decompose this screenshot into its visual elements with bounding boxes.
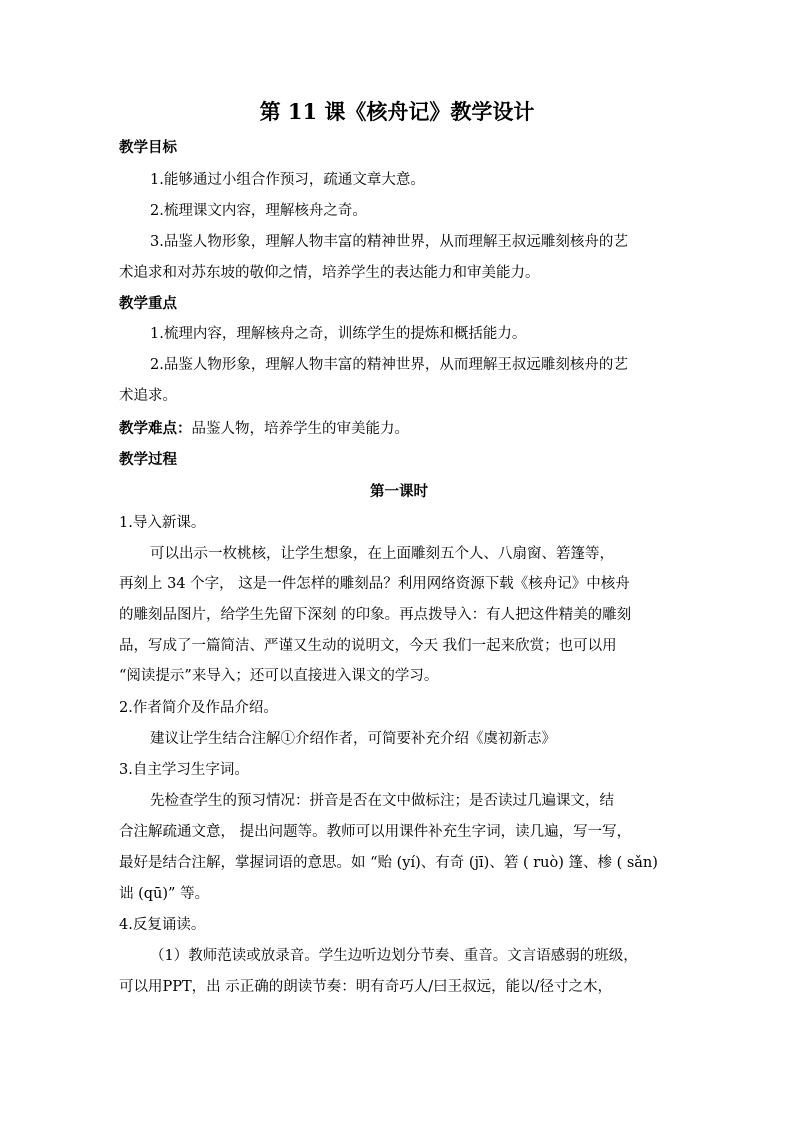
lesson-title: 第一课时 — [370, 483, 428, 500]
document-title: 第 11 课《核舟记》教学设计 — [259, 99, 535, 124]
section-paragraph-line: （1）教师范读或放录音。学生边听边划分节奏、重音。文言语感弱的班级， — [150, 948, 638, 964]
difficulty-text: 品鉴人物，培养学生的审美能力。 — [191, 421, 409, 437]
objective-item: 3.品鉴人物形象，理解人物丰富的精神世界，从而理解王叔远雕刻核舟的艺 — [150, 234, 628, 250]
section-paragraph-line: 建议让学生结合注解①介绍作者，可简要补充介绍《虞初新志》 — [150, 731, 556, 747]
section-paragraph-line: 合注解疏通文意， 提出问题等。教师可以用课件补充生字词，读几遍，写一写， — [119, 824, 632, 840]
objective-item: 2.梳理课文内容，理解核舟之奇。 — [150, 203, 367, 219]
section-paragraph-line: 可以出示一枚桃核，让学生想象，在上面雕刻五个人、八扇窗、箬篷等， — [150, 546, 614, 562]
difficulty-line — [119, 419, 679, 439]
objective-item: 1.能够通过小组合作预习，疏通文章大意。 — [150, 172, 425, 188]
section-heading: 2.作者简介及作品介绍。 — [119, 700, 278, 716]
section-paragraph-line: 再刻上 34 个字， 这是一件怎样的雕刻品？利用网络资源下载《核舟记》中核舟 — [119, 576, 630, 592]
key-point-item: 1.梳理内容，理解核舟之奇，训练学生的提炼和概括能力。 — [150, 326, 527, 342]
key-point-item: 2.品鉴人物形象，理解人物丰富的精神世界，从而理解王叔远雕刻核舟的艺 — [150, 357, 628, 373]
section-paragraph-line: 的雕刻品图片，给学生先留下深刻 的印象。再点拨导入：有人把这件精美的雕刻 — [119, 607, 632, 623]
section-heading: 4.反复诵读。 — [119, 917, 206, 933]
objectives-heading: 教学目标 — [119, 139, 177, 156]
objective-item-continued: 术追求和对苏东坡的敬仰之情，培养学生的表达能力和审美能力。 — [119, 265, 540, 281]
section-paragraph-line: 先检查学生的预习情况：拼音是否在文中做标注；是否读过几遍课文，结 — [150, 793, 614, 809]
key-points-heading: 教学重点 — [119, 295, 177, 312]
section-heading: 3.自主学习生字词。 — [119, 762, 249, 778]
key-point-item-continued: 术追求。 — [119, 388, 177, 404]
section-paragraph-line: “阅读提示”来导入；还可以直接进入课文的学习。 — [119, 668, 439, 684]
section-paragraph-line: 品，写成了一篇简洁、严谨又生动的说明文，今天 我们一起来欣赏；也可以用 — [119, 638, 617, 654]
section-paragraph-line: 诎 (qū)” 等。 — [119, 886, 210, 902]
section-paragraph-line: 最好是结合注解，掌握词语的意思。如 “贻 (yí)、有奇 (jī)、箬 ( ruò) 篷、椮 ( sǎn) — [119, 855, 658, 871]
section-heading: 1.导入新课。 — [119, 515, 206, 531]
process-heading: 教学过程 — [119, 451, 177, 468]
difficulty-label: 教学难点： — [119, 420, 192, 437]
section-paragraph-line: 可以用PPT，出 示正确的朗读节奏：明有奇巧人/曰王叔远，能以/径寸之木， — [119, 979, 613, 995]
